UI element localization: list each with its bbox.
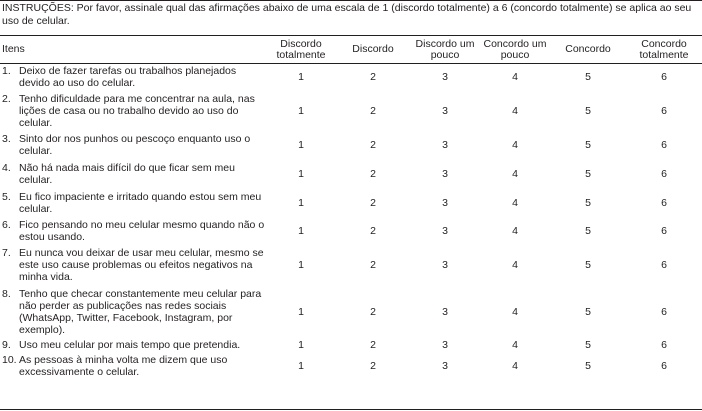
scale-value-5: 5: [585, 105, 591, 117]
item-text: Eu fico impaciente e irritado quando estou sem meu celular.: [19, 190, 262, 215]
scale-value-6: 6: [661, 360, 667, 372]
item-cell: [0, 245, 266, 285]
scale-value-1: 1: [298, 196, 304, 209]
scale-value-4: 4: [512, 225, 518, 237]
item-text: Tenho que checar constantemente meu celular para não perder as publicações nas redes sociais (WhatsApp, Twitter, Facebook, Instagram, por exemplo).: [19, 287, 262, 336]
scale-value-4: 4: [512, 71, 518, 83]
scale-value-1: 1: [298, 305, 304, 318]
item-number: 6.: [2, 219, 11, 231]
scale-value-2: 2: [370, 196, 376, 209]
scale-value-3: 3: [442, 360, 448, 372]
item-wrapper: [0, 247, 266, 283]
table-row: [0, 245, 702, 285]
scale-value-3: 3: [442, 139, 448, 151]
scale-value-4: 4: [512, 259, 518, 271]
scale-value-1: 1: [298, 139, 304, 151]
table-row: [0, 217, 702, 245]
column-header-3: Discordo um pouco: [415, 37, 475, 61]
scale-value-6: 6: [661, 259, 667, 271]
table-row: [0, 285, 702, 338]
scale-value-5: 5: [585, 196, 591, 209]
item-number: 3.: [2, 133, 11, 145]
item-cell: [0, 131, 266, 159]
scale-value-3: 3: [442, 71, 448, 83]
column-header-items: Itens: [2, 43, 25, 55]
scale-value-5: 5: [585, 360, 591, 372]
item-text: Sinto dor nos punhos ou pescoço enquanto uso o celular.: [19, 133, 251, 157]
table-row: [0, 131, 702, 159]
scale-value-3: 3: [442, 305, 448, 318]
item-wrapper: [0, 133, 266, 157]
scale-value-3: 3: [442, 167, 448, 180]
column-header-1: Discordo totalmente: [276, 37, 326, 61]
scale-value-4: 4: [512, 339, 518, 351]
scale-value-5: 5: [585, 259, 591, 271]
item-cell: [0, 352, 266, 380]
item-wrapper: [0, 339, 266, 351]
table-row: [0, 63, 702, 91]
scale-value-6: 6: [661, 339, 667, 351]
scale-value-3: 3: [442, 339, 448, 351]
item-wrapper: [0, 65, 266, 89]
scale-value-1: 1: [298, 339, 304, 351]
item-text: Fico pensando no meu celular mesmo quando não o estou usando.: [19, 219, 265, 243]
item-number: 9.: [2, 339, 11, 351]
item-wrapper: [0, 93, 266, 129]
scale-value-2: 2: [370, 339, 376, 351]
item-number: 10.: [2, 354, 17, 366]
item-number: 7.: [2, 247, 11, 259]
scale-value-2: 2: [370, 225, 376, 237]
scale-value-1: 1: [298, 360, 304, 372]
scale-value-6: 6: [661, 167, 667, 180]
item-wrapper: [0, 191, 266, 215]
table-body: [0, 63, 702, 380]
column-header-2: Discordo: [352, 43, 394, 55]
scale-value-4: 4: [512, 196, 518, 209]
item-text: Tenho dificuldade para me concentrar na aula, nas lições de casa ou no trabalho devido ao uso do celular.: [19, 93, 255, 129]
item-wrapper: [0, 219, 266, 243]
scale-value-1: 1: [298, 259, 304, 271]
scale-value-6: 6: [661, 105, 667, 117]
item-wrapper: [0, 288, 266, 336]
table-row: [0, 338, 702, 352]
scale-value-1: 1: [298, 105, 304, 117]
header-bottom-rule: [0, 63, 702, 64]
scale-value-6: 6: [661, 196, 667, 209]
scale-value-6: 6: [661, 71, 667, 83]
header-row: [0, 36, 702, 63]
scale-value-4: 4: [512, 360, 518, 372]
item-number: 8.: [2, 287, 11, 300]
scale-value-1: 1: [298, 71, 304, 83]
instructions-text: INSTRUÇÕES: Por favor, assinale qual das afirmações abaixo de uma escala de 1 (discordo totalmente) a 6 (concordo totalmente) se aplica ao seu uso de celular.: [2, 2, 692, 27]
scale-value-2: 2: [370, 105, 376, 117]
item-cell: [0, 188, 266, 217]
scale-table: [0, 36, 702, 380]
scale-value-6: 6: [661, 139, 667, 151]
item-cell: [0, 63, 266, 91]
scale-value-2: 2: [370, 167, 376, 180]
item-text: Deixo de fazer tarefas ou trabalhos planejados devido ao uso do celular.: [19, 65, 237, 89]
scale-value-5: 5: [585, 71, 591, 83]
item-text: Eu nunca vou deixar de usar meu celular, mesmo se este uso cause problemas ou efeitos negativos na minha vida.: [19, 247, 264, 283]
column-header-4: Concordo um pouco: [483, 37, 547, 61]
item-number: 1.: [2, 65, 11, 77]
scale-value-3: 3: [442, 259, 448, 271]
scale-value-2: 2: [370, 305, 376, 318]
item-cell: [0, 285, 266, 338]
scale-value-4: 4: [512, 167, 518, 180]
item-wrapper: [0, 162, 266, 186]
item-text: Uso meu celular por mais tempo que pretendia.: [19, 339, 241, 351]
scale-value-2: 2: [370, 360, 376, 372]
scale-value-2: 2: [370, 259, 376, 271]
item-wrapper: [0, 354, 266, 378]
item-number: 2.: [2, 93, 11, 105]
scale-value-5: 5: [585, 305, 591, 318]
top-rule: [0, 0, 702, 1]
scale-value-3: 3: [442, 105, 448, 117]
scale-value-2: 2: [370, 71, 376, 83]
scale-value-1: 1: [298, 167, 304, 180]
scale-value-5: 5: [585, 139, 591, 151]
scale-value-4: 4: [512, 139, 518, 151]
item-cell: [0, 217, 266, 245]
scale-value-5: 5: [585, 225, 591, 237]
scale-value-4: 4: [512, 305, 518, 318]
item-number: 5.: [2, 190, 11, 203]
scale-value-4: 4: [512, 105, 518, 117]
table-row: [0, 159, 702, 188]
scale-value-6: 6: [661, 305, 667, 318]
scale-value-6: 6: [661, 225, 667, 237]
scale-value-5: 5: [585, 339, 591, 351]
column-header-6: Concordo totalmente: [639, 37, 689, 61]
column-header-5: Concordo: [565, 43, 611, 55]
scale-value-2: 2: [370, 139, 376, 151]
scale-value-3: 3: [442, 196, 448, 209]
scale-value-3: 3: [442, 225, 448, 237]
bottom-rule: [0, 409, 702, 410]
item-text: As pessoas à minha volta me dizem que uso excessivamente o celular.: [19, 354, 228, 378]
item-number: 4.: [2, 161, 11, 174]
table-row: [0, 188, 702, 217]
scale-value-5: 5: [585, 167, 591, 180]
item-cell: [0, 91, 266, 131]
item-text: Não há nada mais difícil do que ficar sem meu celular.: [19, 161, 235, 186]
item-cell: [0, 338, 266, 352]
scale-value-1: 1: [298, 225, 304, 237]
table-row: [0, 91, 702, 131]
item-cell: [0, 159, 266, 188]
table-row: [0, 352, 702, 380]
